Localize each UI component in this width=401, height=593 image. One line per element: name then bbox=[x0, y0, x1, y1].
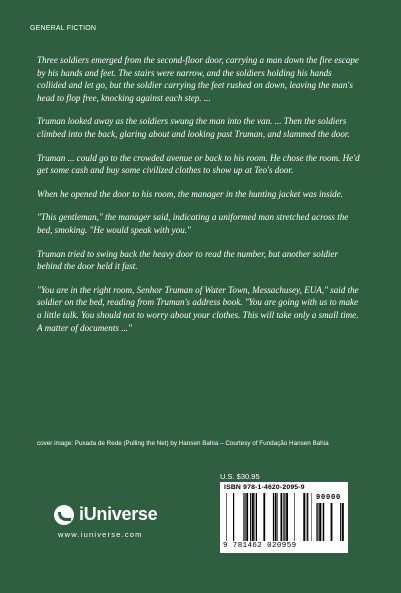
publisher-name: iUniverse bbox=[79, 504, 158, 524]
barcode-bars-icon bbox=[226, 493, 312, 541]
excerpt bbox=[37, 54, 362, 345]
isbn-label: ISBN 978-1-4620-2095-9 bbox=[224, 484, 305, 491]
barcode-addon-bars-icon bbox=[316, 503, 344, 541]
excerpt-paragraph: Truman looked away as the soldiers swung the man into the van. ... Then the soldiers climbed into the back, glaring about and looking past Truman, and slammed the door. bbox=[37, 116, 350, 139]
publisher-url: www.iuniverse.com bbox=[58, 530, 143, 539]
excerpt-paragraph: "This gentleman," the manager said, indicating a uniformed man stretched across the bed, smoking. "He would speak with you." bbox=[37, 212, 349, 235]
cover-image-credit: cover image: Puxada de Rede (Pulling the Net) by Hansen Bahia – Courtesy of Fundação Hansen Bahia bbox=[37, 440, 329, 447]
iuniverse-logo-icon bbox=[54, 505, 74, 525]
excerpt-paragraph: Truman tried to swing back the heavy door to read the number, but another soldier behind the door held it fast. bbox=[37, 248, 338, 272]
excerpt-paragraph: When he opened the door to his room, the manager in the hunting jacket was inside. bbox=[37, 188, 344, 199]
barcode-ean-number: 9 781462 020959 bbox=[223, 542, 297, 550]
excerpt-paragraph: Three soldiers emerged from the second-floor door, carrying a man down the fire escape by his hands and feet. The stairs were narrow, and the soldiers holding his hands collided and let go, but the soldier carrying the feet rushed on down, leaving the man's head to flop free, knocking against each step. ... bbox=[37, 55, 359, 103]
excerpt-paragraph: "You are in the right room, Senhor Truman of Water Town, Messachusey, EUA," said the soldier on the bed, reading from Truman's address book. "You are going with us to make a little talk. You should not to worry about your clothes. This will take only a small time. A matter of documents ..." bbox=[37, 284, 359, 333]
price-label: U.S. $30.95 bbox=[220, 472, 260, 481]
barcode-addon-number: 90000 bbox=[316, 494, 342, 502]
publisher-logo bbox=[54, 504, 157, 525]
excerpt-paragraph: Truman ... could go to the crowded avenue or back to his room. He chose the room. He'd get some cash and buy some civilized clothes to show up at Teo's door. bbox=[37, 152, 360, 176]
genre-label: GENERAL FICTION bbox=[30, 25, 97, 32]
barcode bbox=[220, 482, 348, 553]
